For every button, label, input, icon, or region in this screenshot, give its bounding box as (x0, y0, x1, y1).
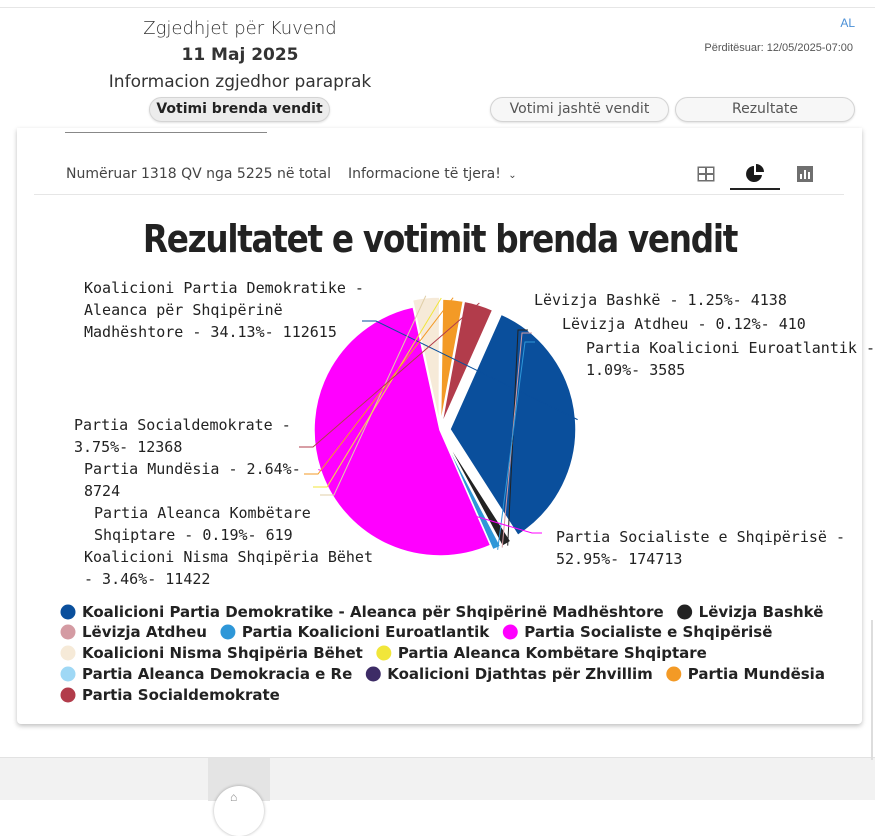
legend-item-label[interactable]: Partia Mundësia (687, 665, 825, 683)
election-date: 11 Maj 2025 (181, 45, 299, 65)
more-info-label: Informacione të tjera! (348, 166, 501, 182)
legend-swatch[interactable] (666, 667, 681, 682)
slice-data-label: 3.75%- 12368 (74, 438, 183, 456)
legend-item-label[interactable]: Lëvizja Bashkë (698, 603, 824, 621)
legend-item-label[interactable]: Koalicioni Nisma Shqipëria Bëhet (82, 644, 363, 662)
slice-data-label: Partia Aleanca Kombëtare (94, 504, 311, 522)
tab-abroad-voting[interactable]: Votimi jashtë vendit (490, 97, 669, 122)
footer-band (0, 757, 875, 800)
slice-data-label: Shqiptare - 0.19%- 619 (94, 526, 293, 544)
tab-results[interactable]: Rezultate (675, 97, 855, 122)
tab-domestic-voting[interactable]: Votimi brenda vendit (149, 97, 330, 122)
chart-title: Rezultatet e votimit brenda vendit (142, 217, 738, 262)
legend-item-label[interactable]: Koalicioni Partia Demokratike - Aleanca për Shqipërinë Madhështore (82, 603, 664, 621)
legend-swatch[interactable] (61, 605, 76, 620)
scroll-top-button[interactable] (214, 786, 264, 836)
slice-data-label: Partia Socialdemokrate - (74, 416, 291, 434)
legend-item-label[interactable]: Partia Aleanca Demokracia e Re (82, 665, 353, 683)
legend-item-label[interactable]: Partia Socialiste e Shqipërisë (524, 623, 773, 641)
election-subtitle: Informacion zgjedhor paraprak (108, 72, 372, 92)
slice-data-label: Aleanca për Shqipërinë (84, 301, 283, 319)
legend-swatch[interactable] (61, 625, 76, 640)
election-title: Zgjedhjet për Kuvend (143, 18, 337, 39)
slice-data-label: 52.95%- 174713 (556, 550, 683, 568)
legend-swatch[interactable] (220, 625, 235, 640)
legend-item-label[interactable]: Partia Socialdemokrate (82, 686, 280, 704)
slice-data-label: 8724 (84, 482, 121, 500)
slice-data-label: - 3.46%- 11422 (84, 570, 211, 588)
slice-data-label: Lëvizja Atdheu - 0.12%- 410 (562, 315, 806, 333)
legend-item-label[interactable]: Lëvizja Atdheu (82, 623, 207, 641)
legend-item-label[interactable]: Partia Aleanca Kombëtare Shqiptare (397, 644, 707, 662)
last-updated: Përditësuar: 12/05/2025-07:00 (704, 42, 853, 54)
legend-item-label[interactable]: Partia Koalicioni Euroatlantik (241, 623, 490, 641)
slice-data-label: Partia Socialiste e Shqipërisë - (556, 528, 845, 546)
scrollbar-track[interactable] (871, 620, 873, 760)
legend-swatch[interactable] (61, 646, 76, 661)
slice-data-label: Partia Koalicioni Euroatlantik - (586, 339, 875, 357)
slice-data-label: Madhështore - 34.13%- 112615 (84, 323, 337, 341)
home-icon: ⌂ (230, 790, 238, 804)
slice-data-label: Lëvizja Bashkë - 1.25%- 4138 (534, 291, 787, 309)
counted-stations-text: Numëruar 1318 QV nga 5225 në total (66, 166, 331, 182)
legend-swatch[interactable] (376, 646, 391, 661)
legend-swatch[interactable] (61, 688, 76, 703)
chevron-down-icon: ⌄ (508, 170, 517, 181)
legend-swatch[interactable] (366, 667, 381, 682)
legend-swatch[interactable] (61, 667, 76, 682)
legend-swatch[interactable] (503, 625, 518, 640)
language-switch[interactable]: AL (840, 16, 855, 30)
legend-item-label[interactable]: Koalicioni Djathtas për Zhvillim (387, 665, 653, 683)
slice-data-label: 1.09%- 3585 (586, 361, 686, 379)
slice-data-label: Koalicioni Nisma Shqipëria Bëhet (84, 548, 373, 566)
slice-data-label: Partia Mundësia - 2.64%- (84, 460, 301, 478)
legend-swatch[interactable] (677, 605, 692, 620)
slice-data-label: Koalicioni Partia Demokratike - (84, 279, 364, 297)
